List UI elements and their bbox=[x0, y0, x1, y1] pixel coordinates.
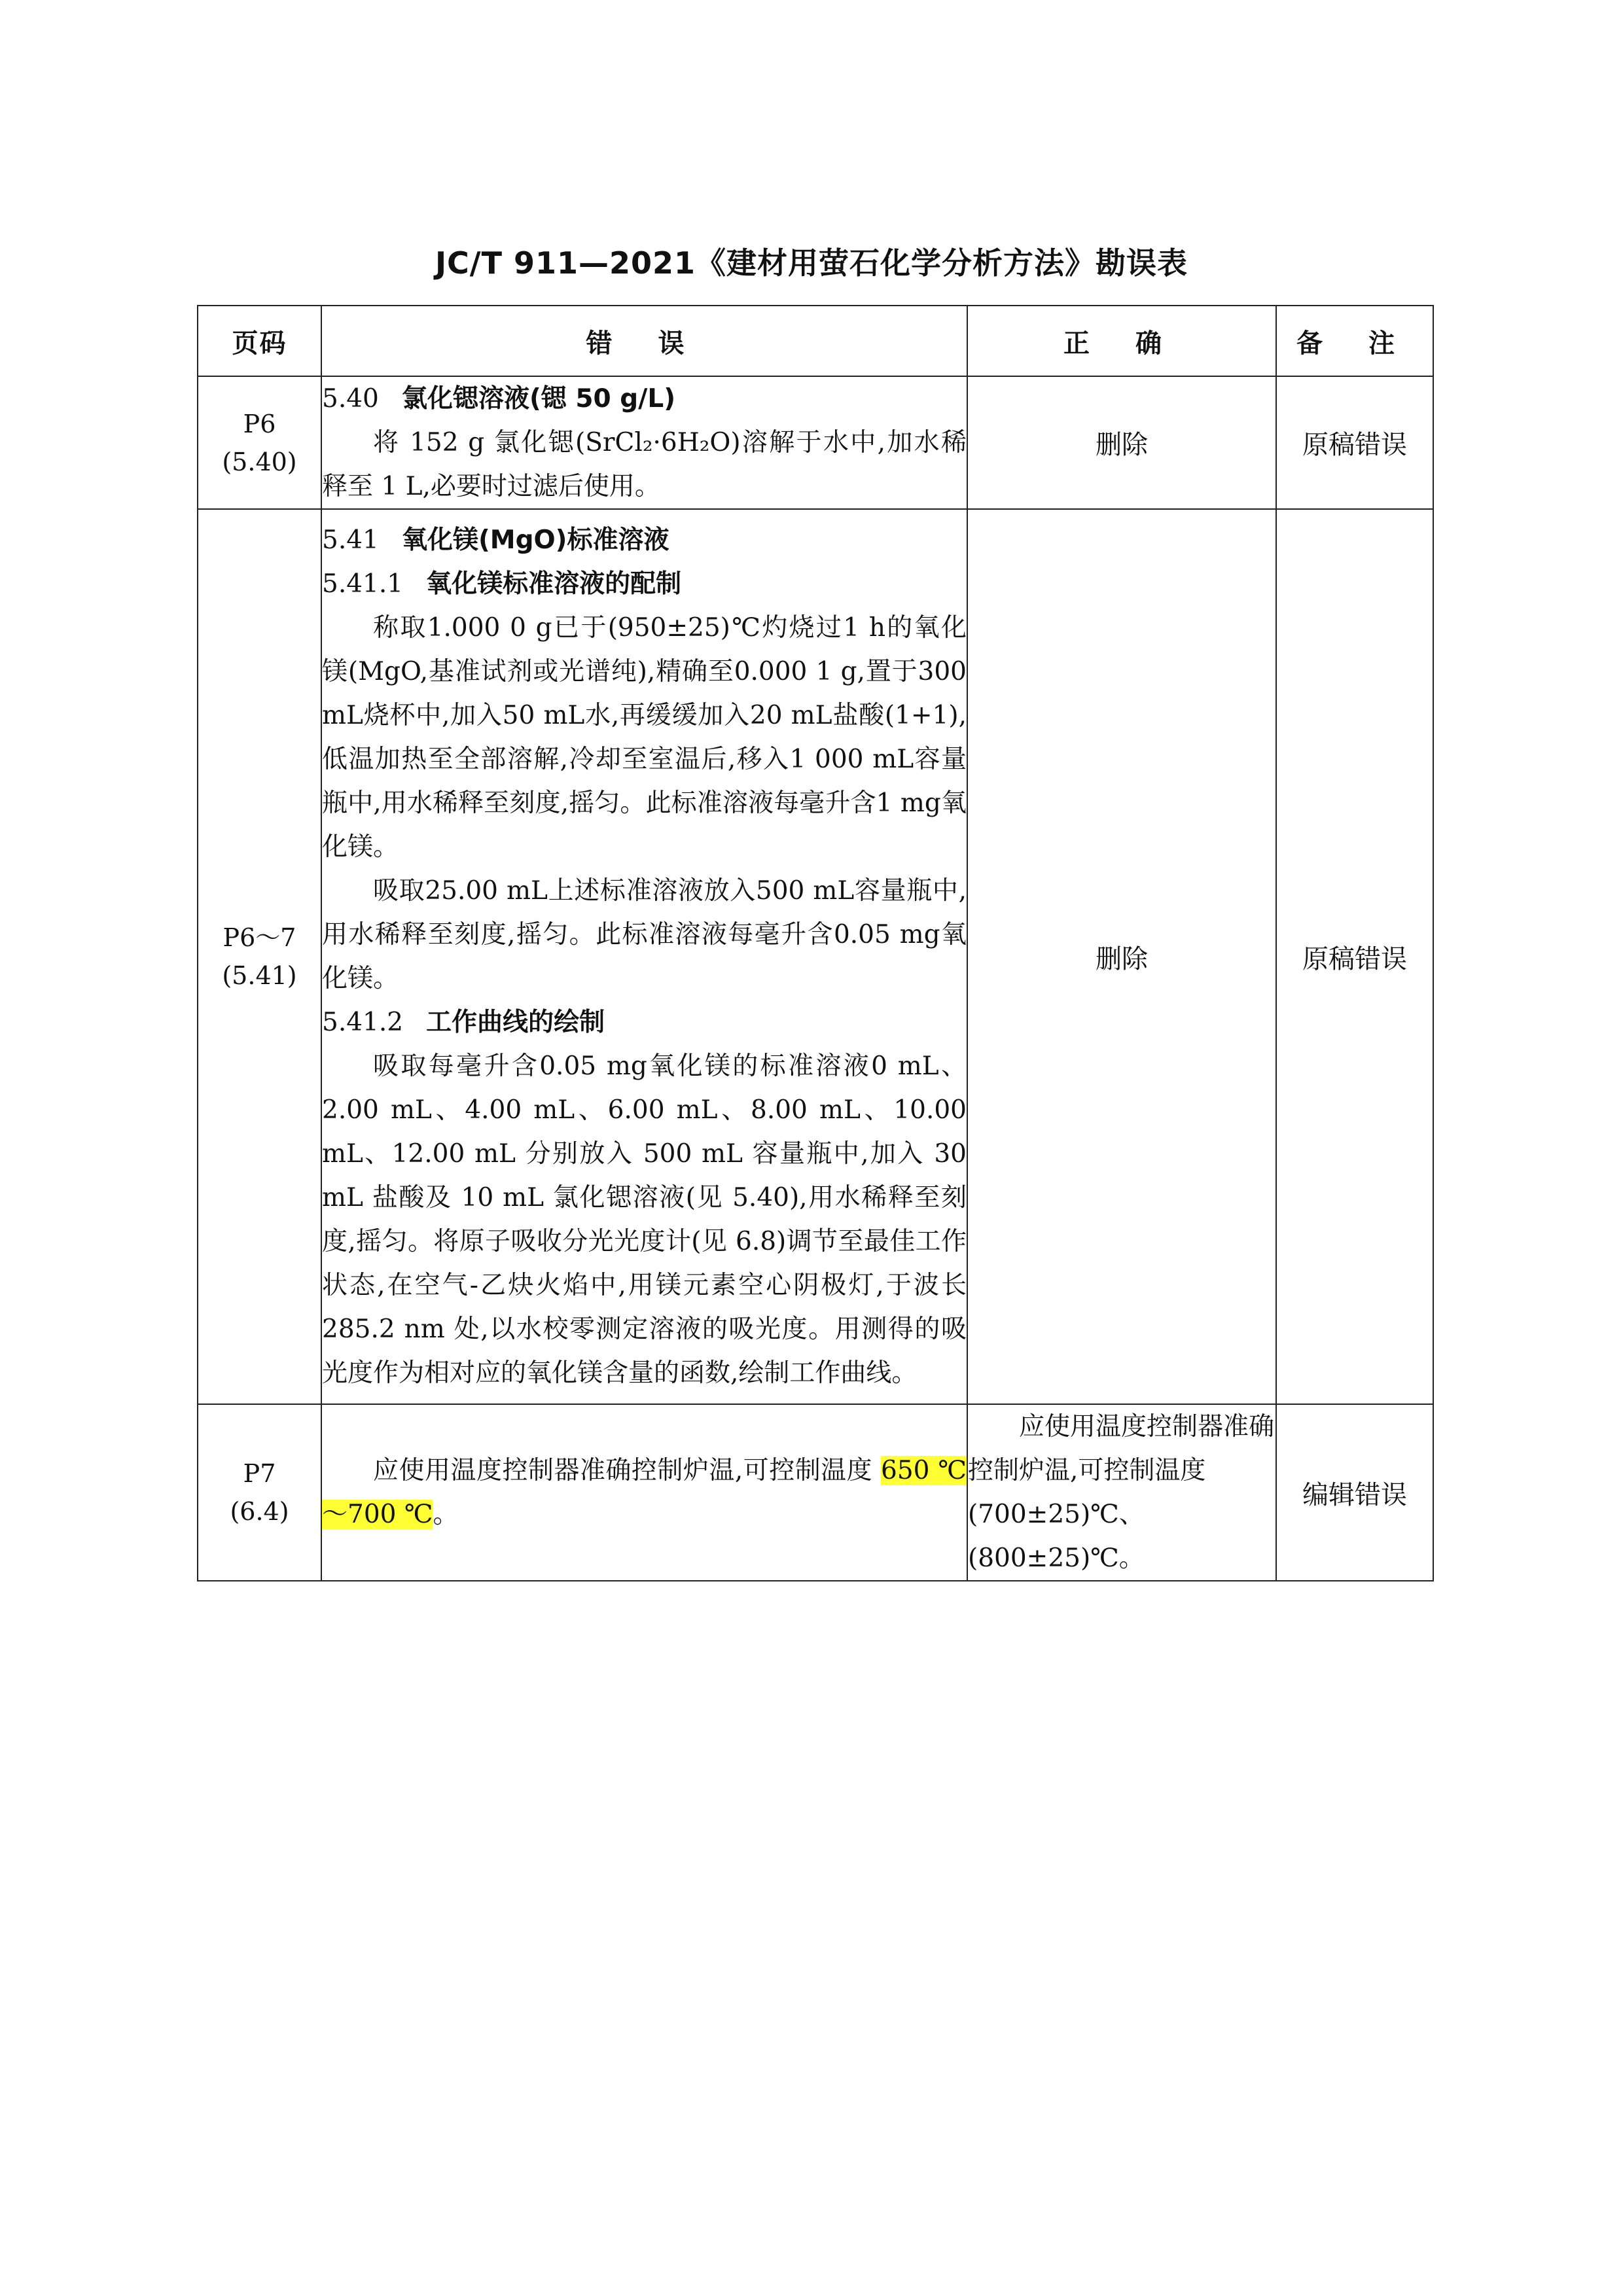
header-correct: 正 确 bbox=[967, 306, 1276, 376]
row-page-ref bbox=[198, 1404, 321, 1581]
table-row bbox=[198, 376, 1433, 509]
error-cell bbox=[321, 1404, 967, 1581]
subclause-heading-number: 5.41.1 bbox=[322, 569, 404, 599]
note-cell: 编辑错误 bbox=[1276, 1404, 1433, 1581]
clause-heading-text: 氧化镁(MgO)标准溶液 bbox=[401, 525, 669, 555]
clause-number: (5.41) bbox=[222, 961, 297, 990]
header-error: 错 误 bbox=[321, 306, 967, 376]
page-number: P7 bbox=[243, 1459, 276, 1488]
subclause-heading bbox=[322, 1000, 967, 1044]
clause-heading bbox=[322, 518, 967, 562]
error-paragraph: 吸取25.00 mL上述标准溶液放入500 mL容量瓶中,用水稀释至刻度,摇匀。此标准溶液每毫升含0.05 mg氧化镁。 bbox=[322, 876, 967, 993]
error-paragraph: 将 152 g 氯化锶(SrCl₂·6H₂O)溶解于水中,加水稀释至 1 L,必要时过滤后使用。 bbox=[322, 428, 967, 501]
clause-heading-number: 5.40 bbox=[322, 384, 379, 414]
row-page-ref bbox=[198, 376, 321, 509]
page-number: P6 bbox=[243, 409, 276, 438]
row-page-ref bbox=[198, 509, 321, 1404]
subclause-heading-number: 5.41.2 bbox=[322, 1008, 404, 1037]
error-paragraph bbox=[322, 1449, 967, 1536]
clause-number: (6.4) bbox=[230, 1497, 289, 1526]
table-row bbox=[198, 1404, 1433, 1581]
errata-table bbox=[197, 305, 1434, 1581]
note-cell: 原稿错误 bbox=[1276, 509, 1433, 1404]
note-cell: 原稿错误 bbox=[1276, 376, 1433, 509]
error-paragraph: 吸取每毫升含0.05 mg氧化镁的标准溶液0 mL、2.00 mL、4.00 mL、6.00 mL、8.00 mL、10.00 mL、12.00 mL 分别放入 500 mL 容量瓶中,加入 30 mL 盐酸及 10 mL 氯化锶溶液(见 5.40),用水稀释至刻度,摇匀。将原子吸收分光光度计(见 6.8)调节至最佳工作状态,在空气-乙炔火焰中,用镁元素空心阴极灯,于波长 285.2 nm 处,以水校零测定溶液的吸光度。用测得的吸光度作为相对应的氧化镁含量的函数,绘制工作曲线。 bbox=[322, 1051, 967, 1388]
error-cell bbox=[321, 376, 967, 509]
highlighted-error-text: 650 ℃～700 ℃ bbox=[322, 1456, 967, 1529]
correct-cell: 删除 bbox=[967, 509, 1276, 1404]
correct-paragraph: 应使用温度控制器准确控制炉温,可控制温度(700±25)℃、(800±25)℃。 bbox=[968, 1412, 1275, 1573]
page-number: P6～7 bbox=[223, 923, 296, 952]
error-cell bbox=[321, 509, 967, 1404]
clause-number: (5.40) bbox=[222, 447, 297, 476]
table-header-row bbox=[198, 306, 1433, 376]
clause-heading-text: 氯化锶溶液(锶 50 g/L) bbox=[401, 384, 676, 414]
page-title: JC/T 911—2021《建材用萤石化学分析方法》勘误表 bbox=[435, 245, 1188, 281]
header-page: 页码 bbox=[198, 306, 321, 376]
header-note: 备 注 bbox=[1276, 306, 1433, 376]
subclause-heading-text: 氧化镁标准溶液的配制 bbox=[426, 569, 682, 599]
subclause-heading bbox=[322, 562, 967, 606]
table-row bbox=[198, 509, 1433, 1404]
correct-cell: 删除 bbox=[967, 376, 1276, 509]
clause-heading-number: 5.41 bbox=[322, 525, 379, 555]
correct-cell bbox=[967, 1404, 1276, 1581]
clause-heading bbox=[322, 377, 967, 421]
error-paragraph: 称取1.000 0 g已于(950±25)℃灼烧过1 h的氧化镁(MgO,基准试剂或光谱纯),精确至0.000 1 g,置于300 mL烧杯中,加入50 mL水,再缓缓加入20 mL盐酸(1+1),低温加热至全部溶解,冷却至室温后,移入1 000 mL容量瓶中,用水稀释至刻度,摇匀。此标准溶液每毫升含1 mg氧化镁。 bbox=[322, 613, 967, 862]
subclause-heading-text: 工作曲线的绘制 bbox=[426, 1008, 605, 1037]
error-text: 应使用温度控制器准确控制炉温,可控制温度 bbox=[373, 1456, 882, 1485]
error-text-end: 。 bbox=[433, 1500, 459, 1529]
